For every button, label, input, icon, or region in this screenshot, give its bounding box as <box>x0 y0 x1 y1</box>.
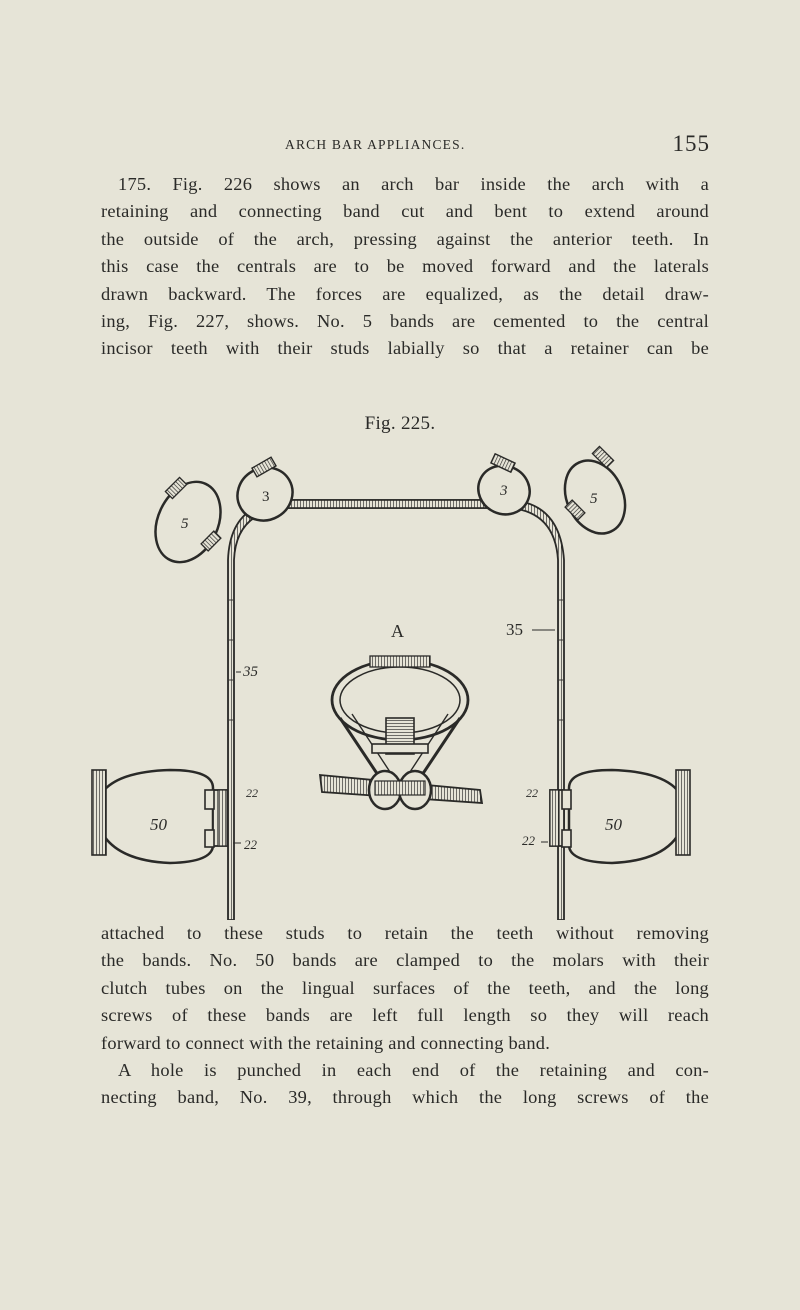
page-number: 155 <box>672 131 710 156</box>
text-line: clutch tubes on the lingual surfaces of the teeth, and the long <box>101 977 709 998</box>
text-line: retaining and connecting band cut and bent to extend around <box>101 201 709 222</box>
detail-a-loop <box>320 656 482 809</box>
figure-caption: Fig. 225. <box>364 413 436 434</box>
label-5-right: 5 <box>590 491 598 507</box>
text-line: 175. Fig. 226 shows an arch bar inside the arch with a <box>118 174 709 194</box>
text-line: screws of these bands are left full length so they will reach <box>101 1005 709 1026</box>
text-line: ing, Fig. 227, shows. No. 5 bands are cemented to the central <box>101 311 709 332</box>
arch-bar <box>228 500 564 920</box>
right-molar-band <box>522 770 690 863</box>
right-lateral-band <box>554 446 637 543</box>
left-central-band <box>228 457 302 530</box>
label-35-left: 35 <box>243 664 258 680</box>
left-lateral-band <box>143 471 233 572</box>
text-line: necting band, No. 39, through which the long screws of the <box>101 1087 709 1108</box>
label-50-left: 50 <box>150 815 167 834</box>
running-head: ARCH BAR APPLIANCES. <box>285 137 466 152</box>
paragraph-bottom <box>101 920 709 1112</box>
text-line: drawn backward. The forces are equalized, as the detail draw- <box>101 283 709 304</box>
label-22-left-top: 22 <box>246 786 258 800</box>
label-5-left: 5 <box>181 516 189 532</box>
label-a: A <box>391 621 404 641</box>
text-line: the bands. No. 50 bands are clamped to the molars with their <box>101 950 709 971</box>
text-line: attached to these studs to retain the teeth without removing <box>101 923 709 943</box>
arch-bar-illustration <box>0 440 800 920</box>
paragraph-top <box>101 171 709 363</box>
label-22-right-bottom: 22 <box>522 833 535 848</box>
label-3-right: 3 <box>500 483 508 499</box>
text-line: the outside of the arch, pressing against the anterior teeth. In <box>101 228 709 249</box>
text-line: forward to connect with the retaining and connecting band. <box>101 1032 551 1053</box>
figure-225 <box>0 440 800 920</box>
page-header <box>100 131 710 161</box>
text-line: incisor teeth with their studs labially so that a retainer can be <box>101 338 709 359</box>
text-line: this case the centrals are to be moved forward and the laterals <box>101 256 709 277</box>
label-3-left: 3 <box>262 489 270 505</box>
label-50-right: 50 <box>605 815 622 834</box>
text-line: A hole is punched in each end of the retaining and con- <box>118 1060 709 1081</box>
label-22-right-top: 22 <box>526 786 538 800</box>
label-35-right: 35 <box>506 620 523 639</box>
label-22-left-bottom: 22 <box>244 837 257 852</box>
